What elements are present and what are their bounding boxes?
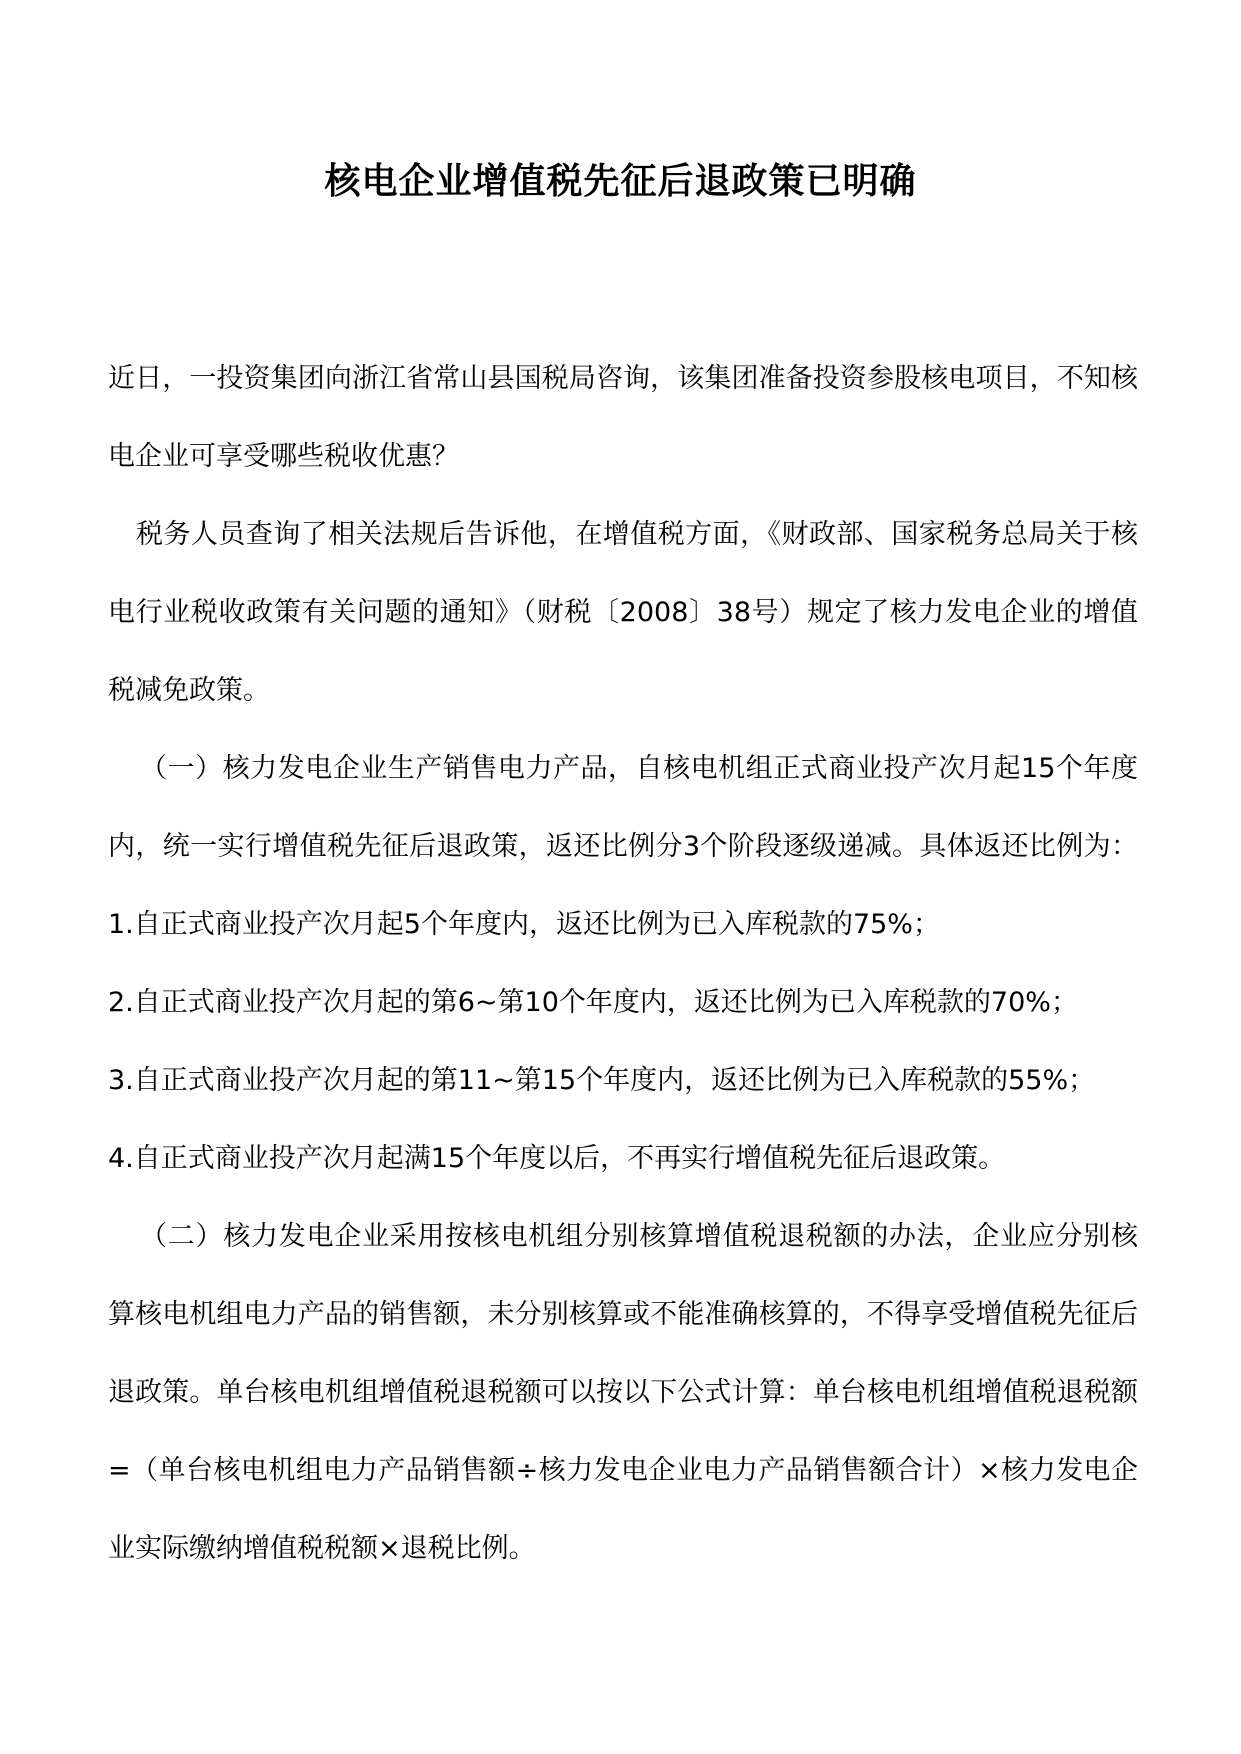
document-title: 核电企业增值税先征后退政策已明确 [324,161,917,202]
paragraph-policy-one: （一）核力发电企业生产销售电力产品，自核电机组正式商业投产次月起15个年度内，统一实行增值税先征后退政策，返还比例分3个阶段逐级递减。具体返还比例为：1.自正式商业投产次月起5个年度内，返还比例为已入库税款的75%； [108,753,1138,940]
paragraph-reply: 税务人员查询了相关法规后告诉他，在增值税方面，《财政部、国家税务总局关于核电行业税收政策有关问题的通知》（财税〔2008〕38号）规定了核力发电企业的增值税减免政策。 [108,519,1138,706]
document-body [108,340,1138,1588]
paragraph-inquiry: 近日，一投资集团向浙江省常山县国税局咨询，该集团准备投资参股核电项目，不知核电企业可享受哪些税收优惠？ [108,363,1138,472]
paragraph-policy-one-item-4: 4.自正式商业投产次月起满15个年度以后，不再实行增值税先征后退政策。 [108,1143,1006,1174]
paragraph-policy-one-item-3: 3.自正式商业投产次月起的第11~第15个年度内，返还比例为已入库税款的55%； [108,1065,1096,1096]
paragraph-policy-one-item-2: 2.自正式商业投产次月起的第6~第10个年度内，返还比例为已入库税款的70%； [108,987,1078,1018]
paragraph-policy-two: （二）核力发电企业采用按核电机组分别核算增值税退税额的办法，企业应分别核算核电机组电力产品的销售额，未分别核算或不能准确核算的，不得享受增值税先征后退政策。单台核电机组增值税退税额可以按以下公式计算：单台核电机组增值税退税额=（单台核电机组电力产品销售额÷核力发电企业电力产品销售额合计）×核力发电企业实际缴纳增值税税额×退税比例。 [108,1221,1138,1564]
